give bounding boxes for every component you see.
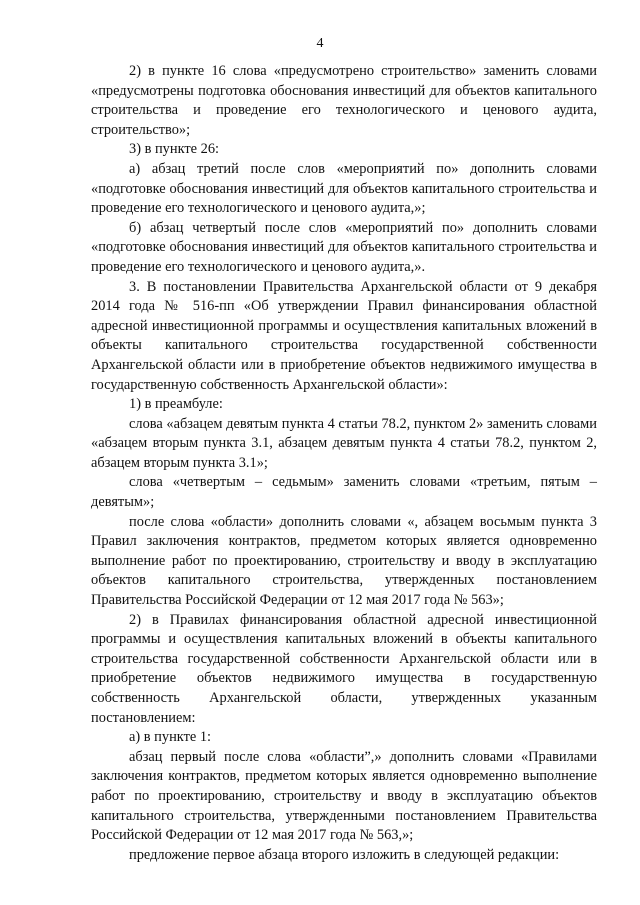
paragraph-8: слова «четвертым – седьмым» заменить словами «третьим, пятым – девятым»; — [91, 474, 597, 511]
paragraph-12: абзац первый после слова «области”,» дополнить словами «Правилами заключения контрактов, предметом которых является одновременно выполнение работ по проектированию, строительству и вводу в эксплуатацию объектов капитального строительства, утвержденными постановлением Правительства Российской Федерации от 12 мая 2017 года № 563,»; — [91, 748, 597, 844]
paragraph-13: предложение первое абзаца второго изложить в следующей редакции: — [129, 846, 560, 863]
paragraph-1: 2) в пункте 16 слова «предусмотрено строительство» заменить словами «предусмотрены подготовка обоснования инвестиций для объектов капитального строительства и проведение его технологического и ценового аудита, строительство»; — [91, 63, 597, 138]
paragraph-4: б) абзац четвертый после слов «мероприятий по» дополнить словами «подготовке обоснования инвестиций для объектов капитального строительства и проведение его технологического и ценового аудита,». — [91, 219, 597, 275]
paragraph-7: слова «абзацем девятым пункта 4 статьи 78.2, пунктом 2» заменить словами «абзацем вторым пункта 3.1, абзацем девятым пункта 4 статьи 78.2, пунктом 2, абзацем вторым пункта 3.1»; — [91, 415, 597, 471]
paragraph-6: 1) в преамбуле: — [129, 396, 223, 413]
document-body — [91, 62, 597, 865]
paragraph-10: 2) в Правилах финансирования областной адресной инвестиционной программы и осуществления капитальных вложений в объекты капитального строительства государственной собственности Архангельской области или в приобретение объектов недвижимого имущества в государственную собственность Архангельской области, утвержденных указанным постановлением: — [91, 611, 597, 726]
page-number: 4 — [316, 36, 324, 51]
paragraph-9: после слова «области» дополнить словами «, абзацем восьмым пункта 3 Правил заключения контрактов, предметом которых является одновременно выполнение работ по проектированию, строительству и вводу в эксплуатацию объектов капитального строительства, утвержденных постановлением Правительства Российской Федерации от 12 мая 2017 года № 563»; — [91, 513, 597, 609]
paragraph-11: а) в пункте 1: — [129, 729, 212, 746]
paragraph-3: а) абзац третий после слов «мероприятий по» дополнить словами «подготовке обоснования инвестиций для объектов капитального строительства и проведение его технологического и ценового аудита,»; — [91, 160, 597, 217]
paragraph-2: 3) в пункте 26: — [129, 141, 220, 158]
paragraph-5: 3. В постановлении Правительства Архангельской области от 9 декабря 2014 года № 516-пп «Об утверждении Правил финансирования областной адресной инвестиционной программы и осуществления капитальных вложений в объекты капитального строительства государственной собственности Архангельской области или в приобретение объектов недвижимого имущества в государственную собственность Архангельской области»: — [91, 278, 597, 393]
